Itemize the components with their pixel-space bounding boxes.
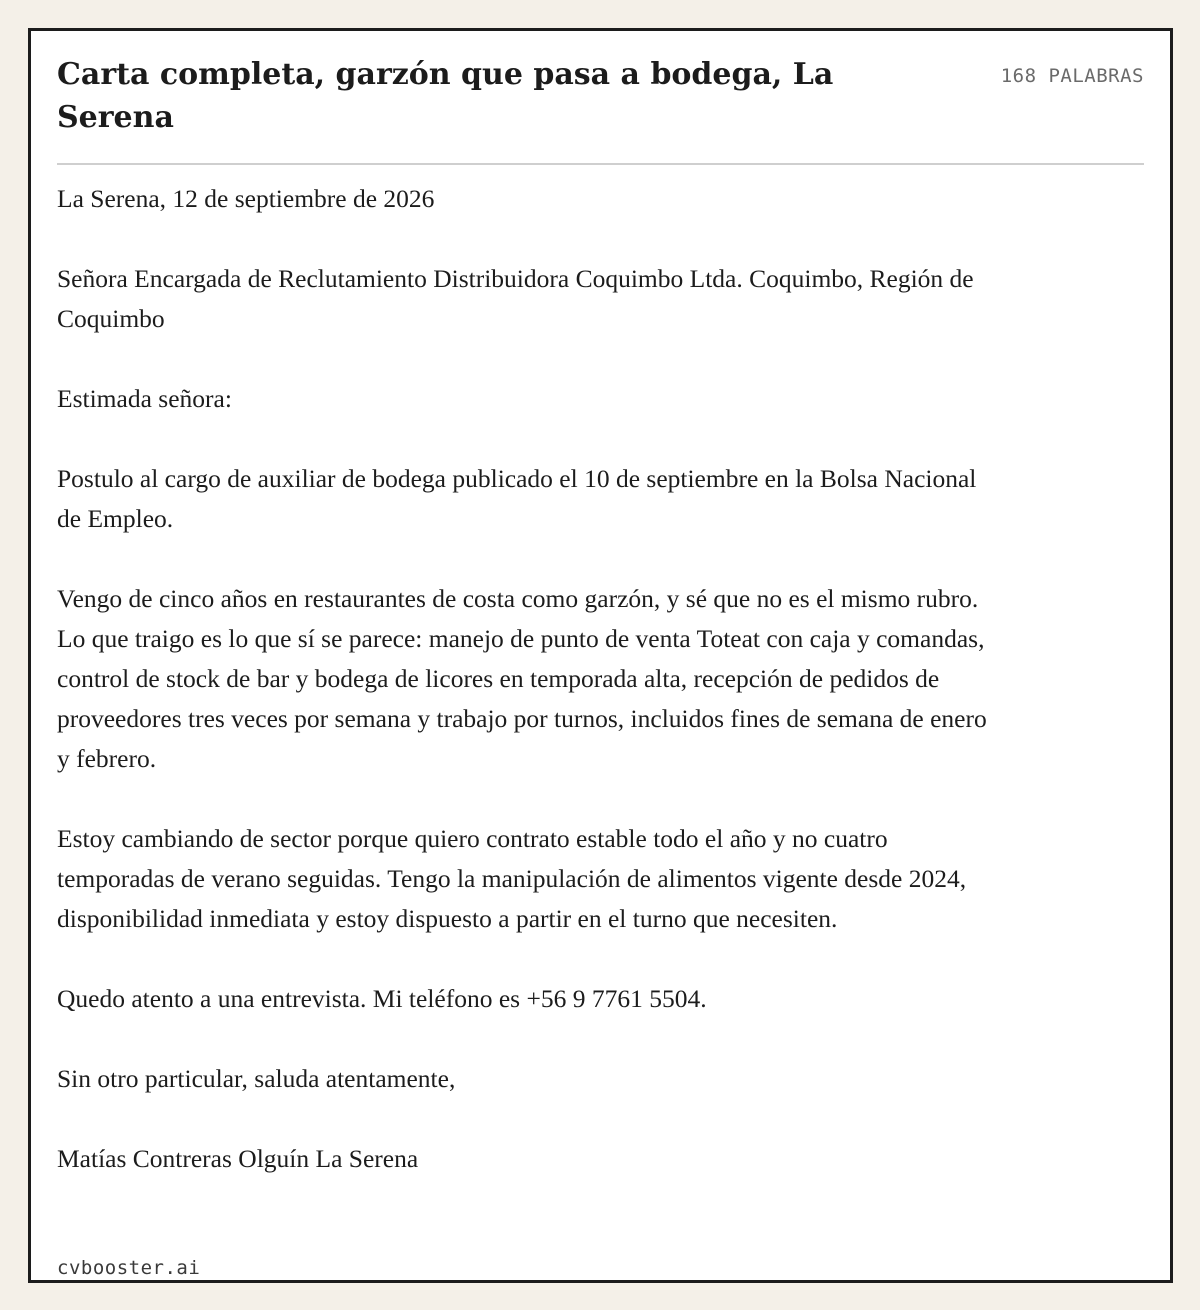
letter-paragraph-intro: Postulo al cargo de auxiliar de bodega publicado el 10 de septiembre en la Bolsa Nacional de Empleo. xyxy=(57,464,977,533)
letter-greeting: Estimada señora: xyxy=(57,384,232,413)
letter-card xyxy=(28,28,1173,1283)
letter-paragraph-contact: Quedo atento a una entrevista. Mi teléfono es +56 9 7761 5504. xyxy=(57,984,707,1013)
letter-paragraph-experience: Vengo de cinco años en restaurantes de costa como garzón, y sé que no es el mismo rubro. Lo que traigo es lo que sí se parece: manejo de punto de venta Toteat con caja y comandas, control de stock de bar y bodega de licores en temporada alta, recepción de pedidos de proveedores tres veces por semana y trabajo por turnos, incluidos fines de semana de enero y febrero. xyxy=(57,584,987,773)
brand-footer: cvbooster.ai xyxy=(57,1257,201,1279)
letter-date: La Serena, 12 de septiembre de 2026 xyxy=(57,184,435,213)
letter-body xyxy=(57,179,1002,1179)
letter-signature: Matías Contreras Olguín La Serena xyxy=(57,1144,419,1173)
letter-closing: Sin otro particular, saluda atentamente, xyxy=(57,1064,456,1093)
letter-paragraph-motivation: Estoy cambiando de sector porque quiero contrato estable todo el año y no cuatro temporadas de verano seguidas. Tengo la manipulación de alimentos vigente desde 2024, disponibilidad inmediata y estoy dispuesto a partir en el turno que necesiten. xyxy=(57,824,967,933)
word-count-badge: 168 PALABRAS xyxy=(1000,65,1144,87)
page-title: Carta completa, garzón que pasa a bodega, La Serena xyxy=(57,57,834,135)
letter-header xyxy=(57,53,1144,165)
letter-recipient: Señora Encargada de Reclutamiento Distribuidora Coquimbo Ltda. Coquimbo, Región de Coquimbo xyxy=(57,264,974,333)
